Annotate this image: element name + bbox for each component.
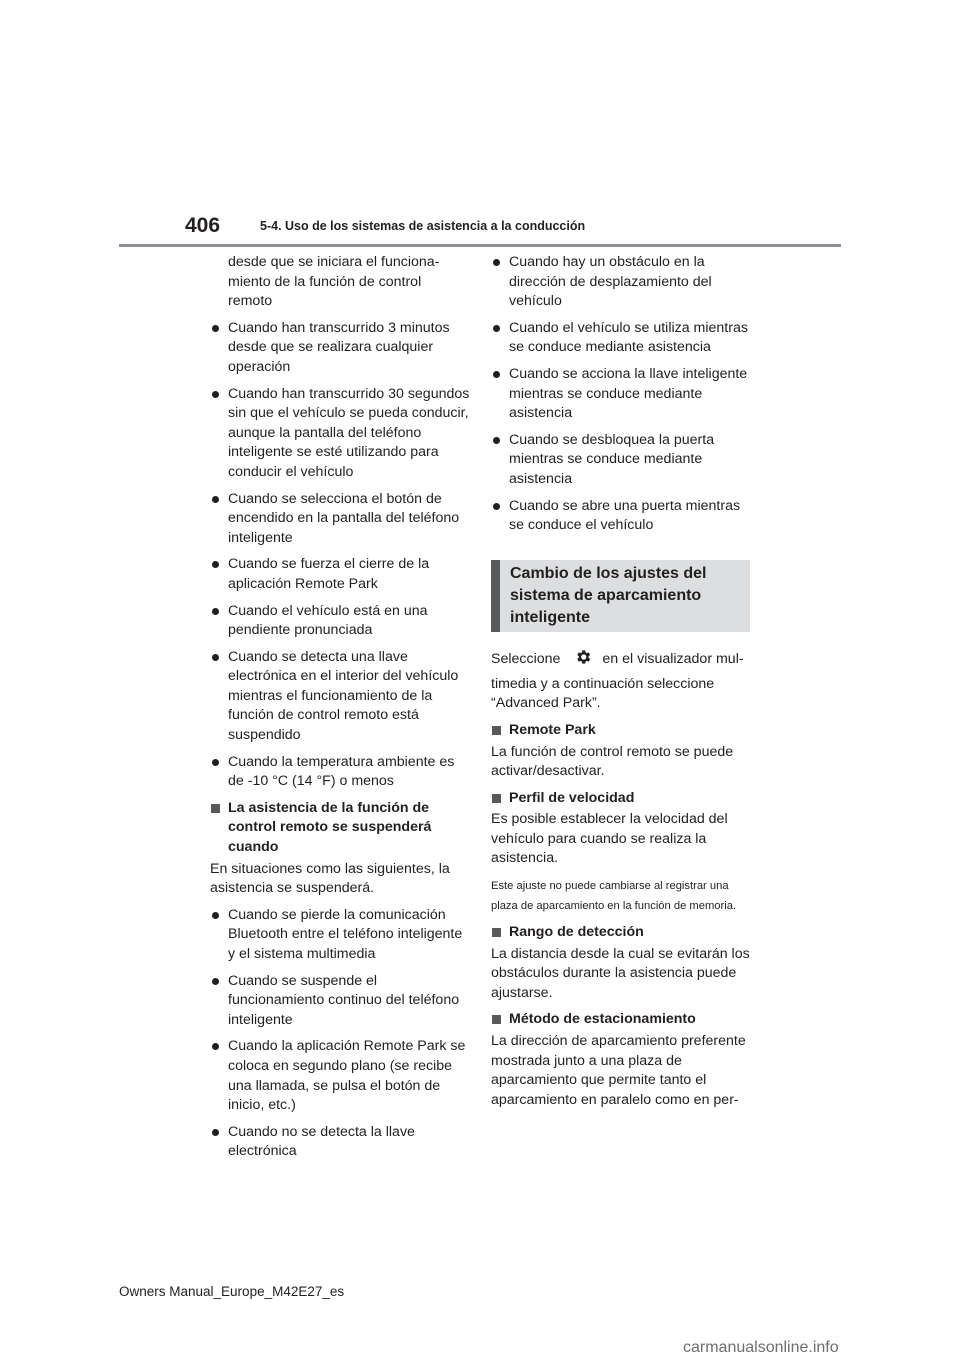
memory-note: Este ajuste no puede cambiarse al registrar una plaza de aparcamiento en la función de memoria. <box>491 880 737 913</box>
parking-method-body: La dirección de aparcamiento preferente mostrada junto a una plaza de aparcamiento que permite tanto el aparcamiento en paralelo como en per- <box>491 1033 746 1108</box>
bullet-icon <box>493 437 500 444</box>
list-item: Cuando se detecta una llave electrónica en el interior del vehículo mientras el funcionamiento de la función de control remoto está suspendido <box>210 648 470 746</box>
subheading-remote-park: Remote Park <box>491 721 756 741</box>
bullet-icon <box>212 912 219 919</box>
speed-profile-body: Es posible establecer la velocidad del vehículo para cuando se realiza la asistencia. <box>491 811 728 867</box>
bullet-icon <box>212 325 219 332</box>
bullet-icon <box>493 325 500 332</box>
section-title: 5-4. Uso de los sistemas de asistencia a la conducción <box>260 219 586 233</box>
suspension-intro: En situaciones como las siguientes, la asistencia se suspenderá. <box>210 860 450 897</box>
detection-range-body: La distancia desde la cual se evitarán los obstáculos durante la asistencia puede ajustarse. <box>491 945 750 1001</box>
bullet-icon <box>212 759 219 766</box>
bullet-icon <box>493 371 500 378</box>
list-item: Cuando hay un obstáculo en la dirección de desplazamiento del vehículo <box>491 253 756 312</box>
list-item: Cuando se fuerza el cierre de la aplicación Remote Park <box>210 555 470 594</box>
list-item: Cuando se selecciona el botón de encendido en la pantalla del teléfono inteligente <box>210 490 470 549</box>
bullet-icon <box>212 391 219 398</box>
subheading-suspension: La asistencia de la función de control remoto se suspenderá cuando <box>210 799 470 858</box>
bullet-icon <box>212 561 219 568</box>
subheading-detection-range: Rango de detección <box>491 923 756 943</box>
bullet-icon <box>493 259 500 266</box>
gear-icon <box>574 648 592 666</box>
list-item: Cuando han transcurrido 30 segundos sin que el vehículo se pueda conducir, aunque la pantalla del teléfono inteligente se esté utilizando para conducir el vehículo <box>210 385 470 483</box>
list-item: Cuando la temperatura ambiente es de -10 °C (14 °F) o menos <box>210 753 470 792</box>
section-heading-box: Cambio de los ajustes del sistema de aparcamiento inteligente <box>491 560 750 632</box>
remote-park-body: La función de control remoto se puede activar/desactivar. <box>491 743 734 780</box>
square-bullet-icon <box>492 794 501 803</box>
bullet-list-3 <box>491 253 756 536</box>
select-instruction: Seleccione en el visualizador mul- <box>491 646 756 672</box>
bullet-list-1 <box>210 319 470 792</box>
select-instruction-cont: timedia y a continuación seleccione “Advanced Park”. <box>491 675 715 712</box>
bullet-icon <box>493 503 500 510</box>
watermark: carmanualsonline.info <box>683 1339 839 1356</box>
page-number: 406 <box>185 214 221 237</box>
bullet-icon <box>212 978 219 985</box>
list-item: Cuando se pierde la comunicación Bluetooth entre el teléfono inteligente y el sistema multimedia <box>210 906 470 965</box>
list-item: Cuando se suspende el funcionamiento continuo del teléfono inteligente <box>210 972 470 1031</box>
bullet-icon <box>212 1129 219 1136</box>
square-bullet-icon <box>492 726 501 735</box>
square-bullet-icon <box>492 1015 501 1024</box>
lead-continuation: desde que se iniciara el funciona- miento de la función de control remoto <box>228 254 440 310</box>
header-rule <box>119 244 841 247</box>
bullet-icon <box>212 496 219 503</box>
list-item: Cuando han transcurrido 3 minutos desde que se realizara cualquier operación <box>210 319 470 378</box>
list-item: Cuando se desbloquea la puerta mientras se conduce mediante asistencia <box>491 431 756 490</box>
square-bullet-icon <box>492 928 501 937</box>
subheading-parking-method: Método de estacionamiento <box>491 1010 756 1030</box>
list-item: Cuando se acciona la llave inteligente mientras se conduce mediante asistencia <box>491 365 756 424</box>
bullet-list-2 <box>210 906 470 1162</box>
bullet-icon <box>212 1043 219 1050</box>
bullet-icon <box>212 654 219 661</box>
list-item: Cuando la aplicación Remote Park se coloca en segundo plano (se recibe una llamada, se pulsa el botón de inicio, etc.) <box>210 1037 470 1115</box>
right-column <box>491 253 756 1117</box>
list-item: Cuando el vehículo está en una pendiente pronunciada <box>210 602 470 641</box>
bullet-icon <box>212 608 219 615</box>
left-column <box>210 253 470 1169</box>
footer-doc-id: Owners Manual_Europe_M42E27_es <box>119 1284 345 1299</box>
list-item: Cuando se abre una puerta mientras se conduce el vehículo <box>491 497 756 536</box>
subheading-speed-profile: Perfil de velocidad <box>491 789 756 809</box>
list-item: Cuando el vehículo se utiliza mientras se conduce mediante asistencia <box>491 319 756 358</box>
square-bullet-icon <box>211 804 220 813</box>
list-item: Cuando no se detecta la llave electrónica <box>210 1123 470 1162</box>
